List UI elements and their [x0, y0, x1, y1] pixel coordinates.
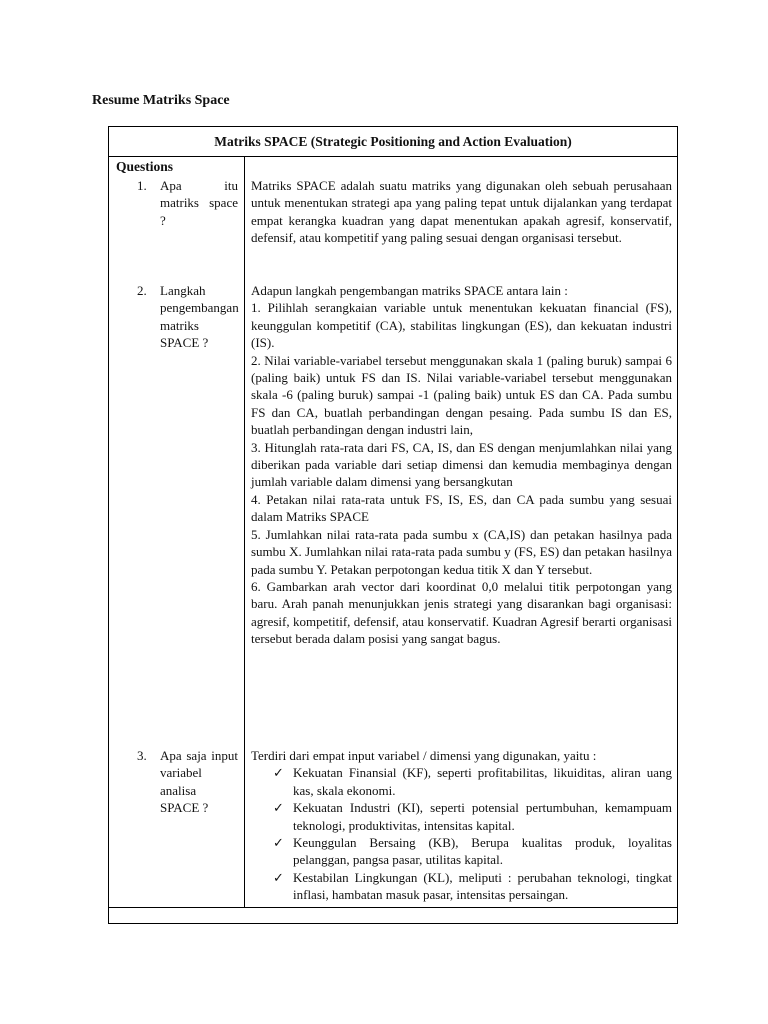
step-4: 4. Petakan nilai rata-rata untuk FS, IS, ES, dan CA pada sumbu yang sesuai dalam Matriks SPACE: [251, 491, 672, 525]
checkmark-icon: ✓: [273, 835, 284, 851]
checkmark-icon: ✓: [273, 869, 284, 885]
checklist-item: [251, 764, 672, 799]
row-1-question: Apa itu matriks space ?: [160, 178, 238, 228]
row-1-answer: [251, 177, 672, 247]
input-variable-checklist: [251, 764, 672, 903]
checklist-item: [251, 834, 672, 869]
checklist-text: Kestabilan Lingkungan (KL), meliputi : perubahan teknologi, tingkat inflasi, hambatan masuk pasar, intensitas persaingan.: [293, 869, 672, 903]
row-2-number: 2.: [137, 283, 147, 298]
answer-intro: Terdiri dari empat input variabel / dimensi yang digunakan, yaitu :: [251, 748, 597, 763]
checklist-text: Kekuatan Finansial (KF), seperti profitabilitas, likuiditas, aliran uang kas, skala ekonomi.: [293, 765, 672, 798]
row-3-answer: [251, 747, 672, 904]
answer-intro: Adapun langkah pengembangan matriks SPACE antara lain :: [251, 283, 568, 298]
column-divider: [244, 157, 245, 907]
checklist-item: [251, 869, 672, 904]
row-2-question: Langkah pengembangan matriks SPACE ?: [160, 283, 239, 351]
step-3: 3. Hitunglah rata-rata dari FS, CA, IS, dan ES dengan menjumlahkan nilai yang diberikan pada variable dari setiap dimensi dan kemudia membaginya dengan jumlah variable dalam dimensi yang bersangkutan: [251, 439, 672, 490]
table-header: Matriks SPACE (Strategic Positioning and Action Evaluation): [109, 127, 677, 157]
questions-heading: Questions: [116, 159, 174, 174]
bottom-row-divider: [109, 907, 677, 908]
document-title: Resume Matriks Space: [92, 93, 230, 108]
step-6: 6. Gambarkan arah vector dari koordinat 0,0 melalui titik perpotongan yang baru. Arah panah menunjukkan jenis strategi yang disarankan bagi organisasi: agresif, kompetitif, defensif, atau konservatif. Kuadran Agresif berarti organisasi tersebut berada dalam posisi yang sangat bagus.: [251, 578, 672, 647]
step-5: 5. Jumlahkan nilai rata-rata pada sumbu x (CA,IS) dan petakan hasilnya pada sumbu X. Jumlahkan nilai rata-rata pada sumbu y (FS, ES) dan petakan hasilnya pada sumbu Y. Petakan perpotongan kedua titik X dan Y tersebut.: [251, 526, 672, 577]
answer-paragraph: Matriks SPACE adalah suatu matriks yang digunakan oleh sebuah perusahaan untuk menentukan strategi apa yang paling tepat untuk dijalankan yang terdapat empat kerangka kuadran yang dapat menentukan apakah agresif, konservatif, defensif, atau kompetitif yang paling sesuai dengan organisasi tersebut.: [251, 178, 672, 246]
checkmark-icon: ✓: [273, 800, 284, 816]
step-2: 2. Nilai variable-variabel tersebut menggunakan skala 1 (paling buruk) sampai 6 (paling baik) untuk FS dan IS. Nilai variable-variabel tersebut menggunakan skala -6 (paling buruk) sampai -1 (paling baik) untuk ES dan CA. Pada sumbu FS dan CA, buatlah perbandingan dengan pesaing. Pada sumbu IS dan ES, buatlah perbandingan dengan industri lain,: [251, 352, 672, 438]
checklist-item: [251, 799, 672, 834]
step-1: 1. Pilihlah serangkaian variable untuk menentukan kekuatan financial (FS), keunggulan kompetitif (CA), stabilitas lingkungan (ES), dan kekuatan industri (IS).: [251, 300, 672, 351]
row-1-number: 1.: [137, 178, 147, 193]
checkmark-icon: ✓: [273, 765, 284, 781]
checklist-text: Kekuatan Industri (KI), seperti potensial pertumbuhan, kemampuam teknologi, produktivitas, intensitas kapital.: [293, 800, 672, 833]
row-3-question: Apa saja input variabel analisa SPACE ?: [160, 748, 238, 816]
row-3-number: 3.: [137, 748, 147, 763]
checklist-text: Keunggulan Bersaing (KB), Berupa kualitas produk, loyalitas pelanggan, pangsa pasar, utilitas kapital.: [293, 835, 672, 868]
space-table: [108, 126, 678, 924]
row-2-answer: [251, 282, 672, 648]
